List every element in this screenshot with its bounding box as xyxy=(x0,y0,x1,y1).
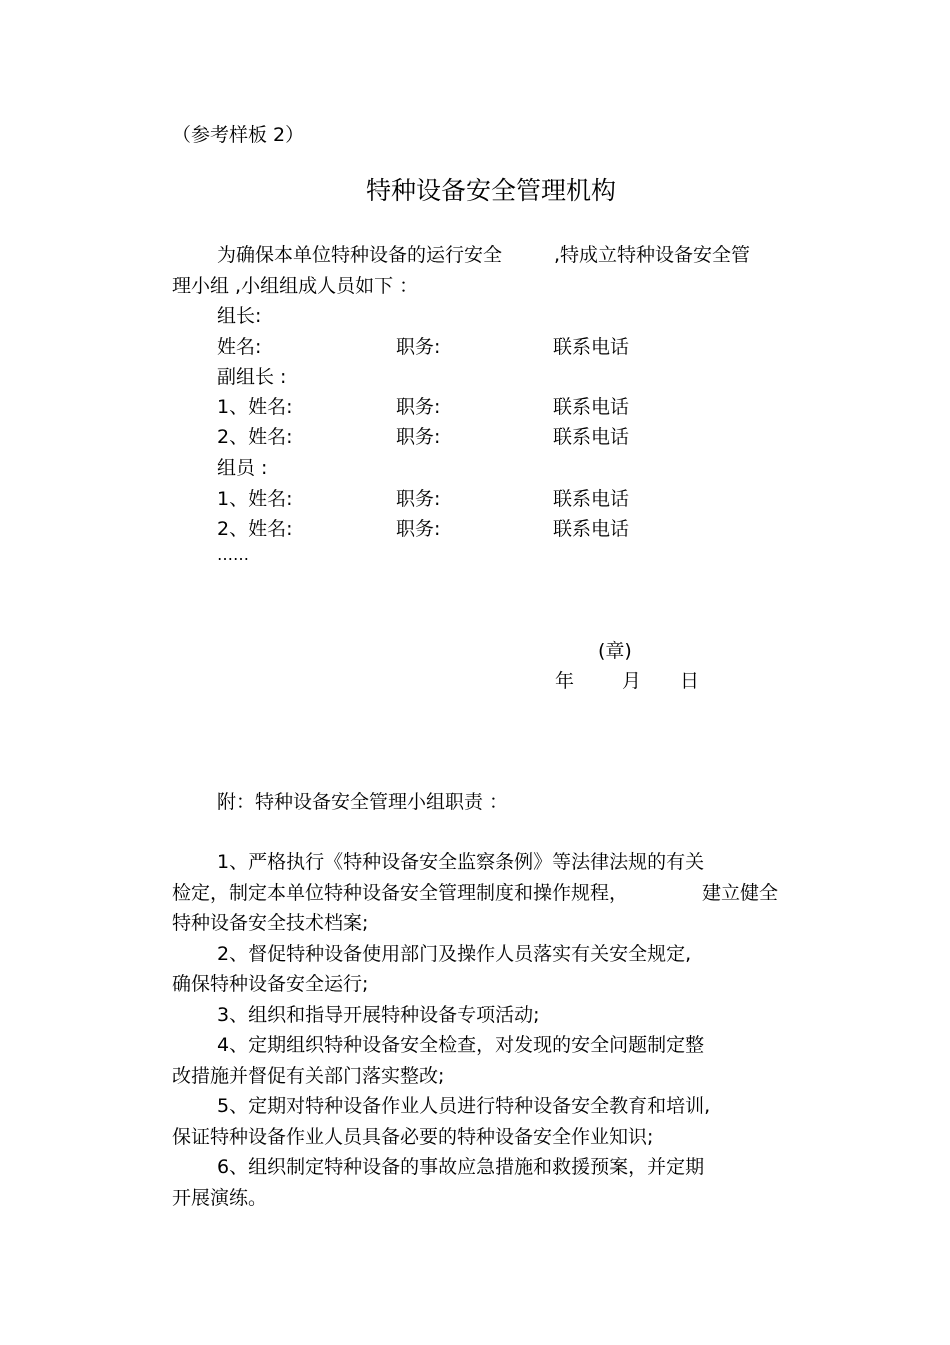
member-2-name-label: 2、姓名: xyxy=(217,518,293,540)
document-title: 特种设备安全管理机构 xyxy=(366,176,617,205)
deputy-2-position-label: 职务: xyxy=(396,426,441,448)
intro-line-1b: ,特成立特种设备安全管 xyxy=(554,244,751,266)
duty-5-line-1: 5、定期对特种设备作业人员进行特种设备安全教育和培训, xyxy=(217,1095,711,1117)
date-day-label: 日 xyxy=(680,670,700,692)
leader-name-label: 姓名: xyxy=(217,336,262,358)
duty-3-line-1: 3、组织和指导开展特种设备专项活动; xyxy=(217,1004,540,1026)
duty-1-line-3: 特种设备安全技术档案; xyxy=(172,912,369,934)
member-1-name-label: 1、姓名: xyxy=(217,488,293,510)
roster-ellipsis: …… xyxy=(217,545,249,564)
deputy-1-phone-label: 联系电话 xyxy=(553,396,630,418)
appendix-heading: 附：特种设备安全管理小组职责 ： xyxy=(217,791,509,813)
duty-1-line-2b: 建立健全 xyxy=(702,882,779,904)
member-heading: 组员 : xyxy=(217,457,268,479)
intro-line-1a: 为确保本单位特种设备的运行安全 xyxy=(217,244,503,266)
member-1-phone-label: 联系电话 xyxy=(553,488,630,510)
leader-heading: 组长: xyxy=(217,305,262,327)
leader-phone-label: 联系电话 xyxy=(553,336,630,358)
member-1-position-label: 职务: xyxy=(396,488,441,510)
duty-2-line-2: 确保特种设备安全运行; xyxy=(172,973,369,995)
leader-position-label: 职务: xyxy=(396,336,441,358)
member-2-position-label: 职务: xyxy=(396,518,441,540)
duty-5-line-2: 保证特种设备作业人员具备必要的特种设备安全作业知识; xyxy=(172,1126,654,1148)
seal-label: (章) xyxy=(598,640,632,662)
duty-6-line-2: 开展演练。 xyxy=(172,1187,268,1209)
reference-template-label: （参考样板 2） xyxy=(172,124,305,146)
duty-6-line-1: 6、组织制定特种设备的事故应急措施和救援预案，并定期 xyxy=(217,1156,705,1178)
intro-line-2: 理小组 ,小组组成人员如下 ： xyxy=(172,275,419,297)
deputy-heading: 副组长 : xyxy=(217,366,287,388)
deputy-1-position-label: 职务: xyxy=(396,396,441,418)
duty-4-line-1: 4、定期组织特种设备安全检查，对发现的安全问题制定整 xyxy=(217,1034,705,1056)
deputy-2-phone-label: 联系电话 xyxy=(553,426,630,448)
duty-4-line-2: 改措施并督促有关部门落实整改; xyxy=(172,1065,445,1087)
deputy-1-name-label: 1、姓名: xyxy=(217,396,293,418)
duty-1-line-2a: 检定，制定本单位特种设备安全管理制度和操作规程， xyxy=(172,882,629,904)
duty-1-line-1: 1、严格执行《特种设备安全监察条例》等法律法规的有关 xyxy=(217,851,705,873)
date-year-label: 年 xyxy=(555,670,575,692)
member-2-phone-label: 联系电话 xyxy=(553,518,630,540)
duty-2-line-1: 2、督促特种设备使用部门及操作人员落实有关安全规定, xyxy=(217,943,692,965)
deputy-2-name-label: 2、姓名: xyxy=(217,426,293,448)
date-month-label: 月 xyxy=(622,670,642,692)
